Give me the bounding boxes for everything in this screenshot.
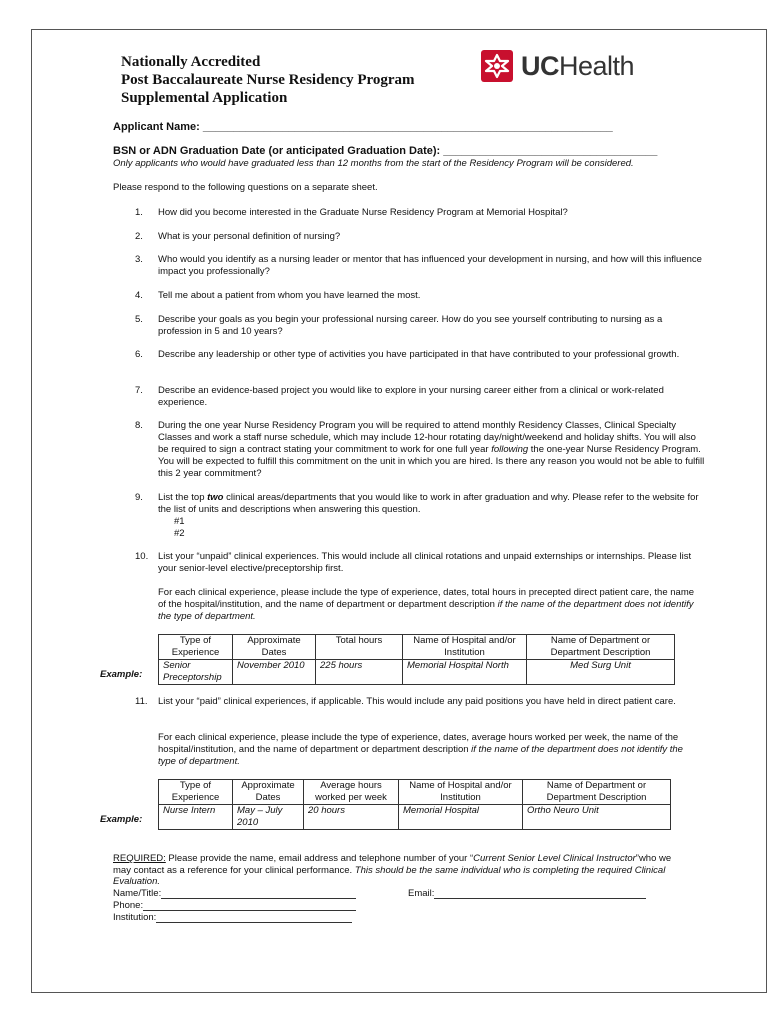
paid-experience-table <box>158 779 671 830</box>
email-field[interactable]: Email: <box>408 888 646 899</box>
header-cell: Name of Department or Department Description <box>523 780 671 805</box>
institution-field[interactable]: Institution: <box>113 912 352 923</box>
uchealth-cross-icon <box>481 50 513 82</box>
choice-2: #2 <box>174 528 185 539</box>
table-cell: Med Surg Unit <box>527 660 675 685</box>
uchealth-logo <box>481 46 634 86</box>
applicant-name-field[interactable]: Applicant Name: ___________________________________________________________________ <box>113 121 613 133</box>
document-title <box>121 53 415 107</box>
table-cell: Senior Preceptorship <box>159 660 233 685</box>
table-cell: Ortho Neuro Unit <box>523 805 671 830</box>
title-line-1: Nationally Accredited <box>121 54 261 70</box>
name-title-field[interactable]: Name/Title: <box>113 888 356 899</box>
table-cell: May – July 2010 <box>233 805 304 830</box>
header-cell: Approximate Dates <box>233 635 316 660</box>
example-label-paid: Example: <box>100 814 143 825</box>
header-cell: Name of Department or Department Description <box>527 635 675 660</box>
table-header-row <box>159 780 671 805</box>
graduation-date-field[interactable]: BSN or ADN Graduation Date (or anticipated Graduation Date): ___________________________________ <box>113 145 658 157</box>
header-cell: Name of Hospital and/or Institution <box>399 780 523 805</box>
table-cell: November 2010 <box>233 660 316 685</box>
header-cell: Type of Experience <box>159 780 233 805</box>
table-row <box>159 660 675 685</box>
table-cell: Memorial Hospital <box>399 805 523 830</box>
logo-wordmark: UCHealth <box>521 50 635 81</box>
table-header-row <box>159 635 675 660</box>
header-cell: Average hours worked per week <box>304 780 399 805</box>
unpaid-instruction: For each clinical experience, please include the type of experience, dates, total hours in precepted direct patient care, the name of the hospital/institution, and the name of department or department description if the name of the department does not identify the type of department. <box>158 587 695 622</box>
unpaid-experience-table <box>158 634 675 685</box>
choice-1: #1 <box>174 516 185 527</box>
header-cell: Type of Experience <box>159 635 233 660</box>
paid-instruction: For each clinical experience, please include the type of experience, dates, average hours worked per week, the name of the hospital/institution, and the name of department or department description if the name of the department does not identify the type of department. <box>158 732 683 767</box>
graduation-note: Only applicants who would have graduated less than 12 months from the start of the Residency Program will be considered. <box>113 158 634 169</box>
respond-instruction: Please respond to the following questions on a separate sheet. <box>113 182 378 193</box>
table-cell: Memorial Hospital North <box>403 660 527 685</box>
header-cell: Total hours <box>316 635 403 660</box>
example-label-unpaid: Example: <box>100 669 143 680</box>
table-cell: Nurse Intern <box>159 805 233 830</box>
header-cell: Name of Hospital and/or Institution <box>403 635 527 660</box>
header-cell: Approximate Dates <box>233 780 304 805</box>
table-cell: 225 hours <box>316 660 403 685</box>
title-line-2: Post Baccalaureate Nurse Residency Program <box>121 72 415 88</box>
table-row <box>159 805 671 830</box>
phone-field[interactable]: Phone: <box>113 900 356 911</box>
title-line-3: Supplemental Application <box>121 90 288 106</box>
table-cell: 20 hours <box>304 805 399 830</box>
required-reference-note: REQUIRED: Please provide the name, email address and telephone number of your “Current Senior Level Clinical Instructor”who we may contact as a reference for your clinical performance. This should be the same individual who is completing the required Clinical Evaluation. <box>113 853 672 887</box>
